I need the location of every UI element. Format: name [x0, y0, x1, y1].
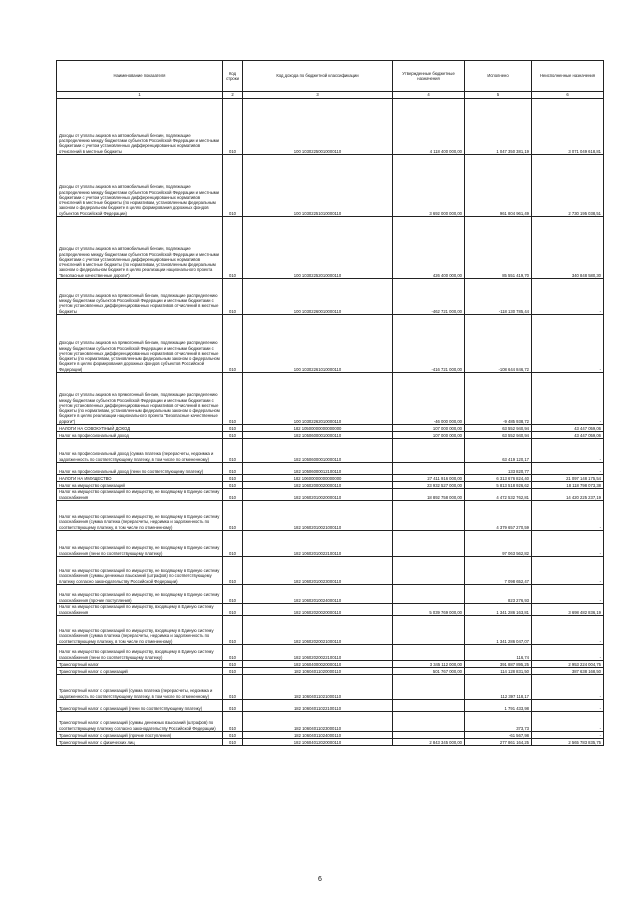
row-unexecuted: - [532, 732, 604, 739]
row-name: Налог на имущество организаций по имуществу, не входящему в Единую систему газоснабжения (прочие поступления) [57, 585, 223, 604]
table-row [57, 482, 604, 489]
row-unexecuted: - [532, 700, 604, 712]
row-kbk: 182 10602000020000110 [243, 482, 393, 489]
row-approved: 2 843 345 000,00 [393, 739, 465, 746]
row-executed: 391 887 895,25 [465, 661, 532, 668]
row-approved: 3 345 112 000,00 [393, 661, 465, 668]
row-executed: 1 341 286 163,81 [465, 604, 532, 616]
row-name: Налог на имущество организаций по имуществу, не входящему в Единую систему газоснабжения (пени по соответствующему платежу) [57, 531, 223, 557]
row-unexecuted: - [532, 531, 604, 557]
row-name: Налог на имущество организаций по имуществу, входящему в Единую систему газоснабжения (пени по соответствующему платежу) [57, 645, 223, 661]
row-approved [393, 585, 465, 604]
row-executed: 1 047 350 381,19 [465, 99, 532, 155]
row-unexecuted: - [532, 279, 604, 315]
row-kbk: 182 10604011021000110 [243, 675, 393, 700]
table-row [57, 700, 604, 712]
row-approved: 107 000 000,00 [393, 425, 465, 432]
row-executed: 6 313 676 824,40 [465, 475, 532, 482]
colnum-4: 4 [393, 92, 465, 99]
table-row [57, 501, 604, 531]
header-unexecuted: Неисполненные назначения [532, 61, 604, 92]
table-row [57, 645, 604, 661]
row-name: Доходы от уплаты акцизов на прямогонный бензин, подлежащие распределению между бюджетами субъектов Российской Федерации и местными бюджетами с учетом установленных дифференцированных нормативов отчислений в местные бюджеты (по нормативам, установленным федеральным законом о федеральном бюджете в целях формирования дорожных фондов субъектов Российской Федерации) [57, 315, 223, 373]
row-approved [393, 531, 465, 557]
row-name: Транспортный налог с физических лиц [57, 739, 223, 746]
table-row [57, 616, 604, 645]
row-code: 010 [223, 585, 243, 604]
table-row [57, 279, 604, 315]
row-kbk: 182 10604012020000110 [243, 739, 393, 746]
table-row [57, 432, 604, 439]
table-row [57, 531, 604, 557]
row-approved [393, 439, 465, 463]
row-code: 010 [223, 531, 243, 557]
row-unexecuted: 43 447 059,06 [532, 432, 604, 439]
row-approved [393, 712, 465, 732]
row-kbk: 100 10302251010000110 [243, 155, 393, 217]
row-kbk: 182 10602010023000110 [243, 557, 393, 585]
table-row [57, 439, 604, 463]
row-executed: -108 644 846,72 [465, 315, 532, 373]
table-row [57, 99, 604, 155]
row-code: 010 [223, 373, 243, 425]
row-unexecuted: - [532, 373, 604, 425]
row-unexecuted: - [532, 439, 604, 463]
row-executed: 133 820,77 [465, 463, 532, 475]
row-name: НАЛОГИ НА СОВОКУПНЫЙ ДОХОД [57, 425, 223, 432]
row-code: 010 [223, 315, 243, 373]
row-code: 010 [223, 463, 243, 475]
colnum-3: 3 [243, 92, 393, 99]
row-name: Налог на имущество организаций по имуществу, входящему в Единую систему газоснабжения [57, 604, 223, 616]
table-row [57, 315, 604, 373]
row-code: 010 [223, 155, 243, 217]
row-executed: 823 276,93 [465, 585, 532, 604]
row-approved: 107 000 000,00 [393, 432, 465, 439]
table-row [57, 712, 604, 732]
colnum-5: 5 [465, 92, 532, 99]
row-approved [393, 557, 465, 585]
column-numbers-row [57, 92, 604, 99]
table-row [57, 668, 604, 675]
table-row [57, 557, 604, 585]
table-row [57, 604, 604, 616]
row-code: 010 [223, 732, 243, 739]
row-name: Транспортный налог с организаций (пени по соответствующему платежу) [57, 700, 223, 712]
row-approved: 426 400 000,00 [393, 217, 465, 279]
row-approved [393, 732, 465, 739]
row-code: 010 [223, 489, 243, 501]
row-code: 010 [223, 439, 243, 463]
row-kbk: 182 10506000010000110 [243, 439, 393, 463]
row-kbk: 182 10604011020000110 [243, 668, 393, 675]
row-unexecuted: 18 118 798 073,38 [532, 482, 604, 489]
row-executed: 961 804 961,49 [465, 155, 532, 217]
header-executed: Исполнено [465, 61, 532, 92]
row-unexecuted: 3 071 049 618,81 [532, 99, 604, 155]
row-code: 010 [223, 661, 243, 668]
row-executed: 373,73 [465, 712, 532, 732]
row-name: Налог на профессиональный доход (пени по соответствующему платежу) [57, 463, 223, 475]
row-executed: 97 063 562,82 [465, 531, 532, 557]
row-code: 010 [223, 616, 243, 645]
row-approved: 27 411 916 000,00 [393, 475, 465, 482]
row-name: Доходы от уплаты акцизов на прямогонный бензин, подлежащие распределению между бюджетами субъектов Российской Федерации и местными бюджетами с учетом установленных дифференцированных нормативов отчислений в местные бюджеты [57, 279, 223, 315]
row-code: 010 [223, 99, 243, 155]
row-approved [393, 616, 465, 645]
row-executed: 5 813 518 926,62 [465, 482, 532, 489]
row-kbk: 182 10604011022100110 [243, 700, 393, 712]
row-executed: 63 419 120,17 [465, 439, 532, 463]
row-unexecuted: 2 565 783 835,75 [532, 739, 604, 746]
row-unexecuted: - [532, 712, 604, 732]
row-code: 010 [223, 279, 243, 315]
row-kbk: 182 10602020020000110 [243, 604, 393, 616]
row-approved: -462 721 000,00 [393, 279, 465, 315]
row-name: Доходы от уплаты акцизов на прямогонный бензин, подлежащие распределению между бюджетами субъектов Российской Федерации и местными бюджетами с учетом установленных дифференцированных нормативов отчислений в местные бюджеты (по нормативам, установленным федеральным законом о федеральном бюджете в целях реализации национального проекта "Безопасные качественные дороги") [57, 373, 223, 425]
row-kbk: 182 10604000020000110 [243, 661, 393, 668]
row-code: 010 [223, 668, 243, 675]
row-name: НАЛОГИ НА ИМУЩЕСТВО [57, 475, 223, 482]
row-code: 010 [223, 645, 243, 661]
row-kbk: 182 10604011024000110 [243, 732, 393, 739]
row-kbk: 182 10602020022100110 [243, 645, 393, 661]
row-kbk: 182 10602010021000110 [243, 501, 393, 531]
table-row [57, 463, 604, 475]
row-code: 010 [223, 675, 243, 700]
row-executed: -61 567,98 [465, 732, 532, 739]
row-name: Доходы от уплаты акцизов на автомобильный бензин, подлежащие распределению между бюджетами субъектов Российской Федерации и местными бюджетами с учетом установленных дифференцированных нормативов отчислений в местные бюджеты (по нормативам, установленным федеральным законом о федеральном бюджете в целях формирования дорожных фондов субъектов Российской Федерации) [57, 155, 223, 217]
row-kbk: 182 10602010024000110 [243, 585, 393, 604]
row-unexecuted: 2 953 224 004,75 [532, 661, 604, 668]
table-row [57, 732, 604, 739]
row-executed: 1 341 286 047,07 [465, 616, 532, 645]
row-approved: 501 767 000,00 [393, 668, 465, 675]
row-name: Налог на профессиональный доход (сумма платежа (перерасчеты, недоимка и задолженность по соответствующему платежу, в том числе по отмененному) [57, 439, 223, 463]
row-approved [393, 675, 465, 700]
row-unexecuted: 340 848 580,30 [532, 217, 604, 279]
row-kbk: 182 10600000000000000 [243, 475, 393, 482]
row-name: Налог на имущество организаций по имуществу, входящему в Единую систему газоснабжения (сумма платежа (перерасчеты, недоимка и задолженность по соответствующему платежу, в том числе по отмененному) [57, 616, 223, 645]
row-executed: 63 552 940,94 [465, 432, 532, 439]
table-row [57, 155, 604, 217]
row-code: 010 [223, 501, 243, 531]
row-executed: 1 791 433,98 [465, 700, 532, 712]
row-unexecuted: - [532, 501, 604, 531]
row-unexecuted: - [532, 616, 604, 645]
row-unexecuted: - [532, 557, 604, 585]
row-executed: 85 551 419,70 [465, 217, 532, 279]
row-unexecuted: 387 638 168,50 [532, 668, 604, 675]
row-code: 010 [223, 475, 243, 482]
colnum-2: 2 [223, 92, 243, 99]
colnum-6: 6 [532, 92, 604, 99]
row-code: 010 [223, 739, 243, 746]
row-kbk: 100 10302262010000110 [243, 373, 393, 425]
row-name: Транспортный налог с организаций (прочие поступления) [57, 732, 223, 739]
row-executed: -118 130 785,44 [465, 279, 532, 315]
page-number: 6 [318, 876, 322, 883]
revenue-table [56, 60, 604, 746]
row-code: 010 [223, 604, 243, 616]
row-approved: 5 039 769 000,00 [393, 604, 465, 616]
row-approved: 18 892 758 000,00 [393, 489, 465, 501]
row-name: Налог на имущество организаций по имуществу, не входящему в Единую систему газоснабжения (суммы денежных взысканий (штрафов) по соответствующему платежу согласно законодательству Российской Федерации) [57, 557, 223, 585]
row-unexecuted: 2 730 195 038,51 [532, 155, 604, 217]
row-code: 010 [223, 217, 243, 279]
row-kbk: 182 10602020021000110 [243, 616, 393, 645]
row-code: 010 [223, 425, 243, 432]
row-kbk: 182 10604011023000110 [243, 712, 393, 732]
row-approved [393, 645, 465, 661]
row-approved [393, 463, 465, 475]
row-executed: 4 379 657 270,59 [465, 501, 532, 531]
row-code: 010 [223, 557, 243, 585]
header-name: Наименование показателя [57, 61, 223, 92]
row-approved [393, 700, 465, 712]
row-kbk: 182 10602010020000110 [243, 489, 393, 501]
row-unexecuted: - [532, 315, 604, 373]
row-executed: 114 128 831,50 [465, 668, 532, 675]
header-code: Код строки [223, 61, 243, 92]
row-kbk: 182 10602010022100110 [243, 531, 393, 557]
table-row [57, 585, 604, 604]
row-approved: 4 118 400 000,00 [393, 99, 465, 155]
table-row [57, 425, 604, 432]
row-unexecuted: - [532, 585, 604, 604]
row-name: Доходы от уплаты акцизов на автомобильный бензин, подлежащие распределению между бюджетами субъектов Российской Федерации и местными бюджетами с учетом установленных дифференцированных нормативов отчислений в местные бюджеты (по нормативам, установленным федеральным законом о федеральном бюджете в целях реализации национального проекта "Безопасные качественные дороги") [57, 217, 223, 279]
row-executed: 63 552 940,94 [465, 425, 532, 432]
row-kbk: 100 10302260010000110 [243, 279, 393, 315]
row-kbk: 182 10506000012100110 [243, 463, 393, 475]
row-approved: 3 692 000 000,00 [393, 155, 465, 217]
row-approved [393, 501, 465, 531]
header-approved: Утвержденные бюджетные назначения [393, 61, 465, 92]
table-header-row [57, 61, 604, 92]
table-row [57, 661, 604, 668]
row-name: Транспортный налог с организаций [57, 668, 223, 675]
table-row [57, 675, 604, 700]
row-approved: -416 721 000,00 [393, 315, 465, 373]
row-executed: 116,74 [465, 645, 532, 661]
row-kbk: 100 10302252010000110 [243, 217, 393, 279]
row-unexecuted: 43 447 059,06 [532, 425, 604, 432]
row-kbk: 182 10500000000000000 [243, 425, 393, 432]
row-unexecuted: - [532, 675, 604, 700]
row-unexecuted: 3 698 482 836,19 [532, 604, 604, 616]
row-code: 010 [223, 432, 243, 439]
table-row [57, 739, 604, 746]
header-kbk: Код дохода по бюджетной классификации [243, 61, 393, 92]
row-kbk: 182 10506000010000110 [243, 432, 393, 439]
row-executed: 4 472 532 762,81 [465, 489, 532, 501]
row-name: Налог на имущество организаций по имуществу, не входящему в Единую систему газоснабжения [57, 489, 223, 501]
row-kbk: 100 10302261010000110 [243, 315, 393, 373]
row-name: Налог на профессиональный доход [57, 432, 223, 439]
row-executed: -9 485 938,72 [465, 373, 532, 425]
table-row [57, 489, 604, 501]
row-executed: 112 397 118,17 [465, 675, 532, 700]
row-approved: 23 932 527 000,00 [393, 482, 465, 489]
row-name: Налог на имущество организаций [57, 482, 223, 489]
row-unexecuted: 21 097 148 175,54 [532, 475, 604, 482]
row-unexecuted: - [532, 645, 604, 661]
row-code: 010 [223, 712, 243, 732]
row-approved: -46 000 000,00 [393, 373, 465, 425]
row-name: Транспортный налог [57, 661, 223, 668]
row-kbk: 100 10302250010000110 [243, 99, 393, 155]
row-name: Налог на имущество организаций по имуществу, не входящему в Единую систему газоснабжения (сумма платежа (перерасчеты, недоимка и задолженность по соответствующему платежу, в том числе по отмененному) [57, 501, 223, 531]
row-executed: 277 861 164,25 [465, 739, 532, 746]
row-unexecuted: 14 420 225 237,19 [532, 489, 604, 501]
row-unexecuted: - [532, 463, 604, 475]
table-row [57, 373, 604, 425]
row-code: 010 [223, 700, 243, 712]
row-name: Транспортный налог с организаций (сумма платежа (перерасчеты, недоимка и задолженность по соответствующему платежу, в том числе по отмененному) [57, 675, 223, 700]
row-executed: 7 098 652,47 [465, 557, 532, 585]
row-name: Транспортный налог с организаций (суммы денежных взысканий (штрафов) по соответствующему платежу согласно законодательству Российской Федерации) [57, 712, 223, 732]
table-row [57, 217, 604, 279]
table-row [57, 475, 604, 482]
row-name: Доходы от уплаты акцизов на автомобильный бензин, подлежащие распределению между бюджетами субъектов Российской Федерации и местными бюджетами с учетом установленных дифференцированных нормативов отчислений в местные бюджеты [57, 99, 223, 155]
row-code: 010 [223, 482, 243, 489]
colnum-1: 1 [57, 92, 223, 99]
